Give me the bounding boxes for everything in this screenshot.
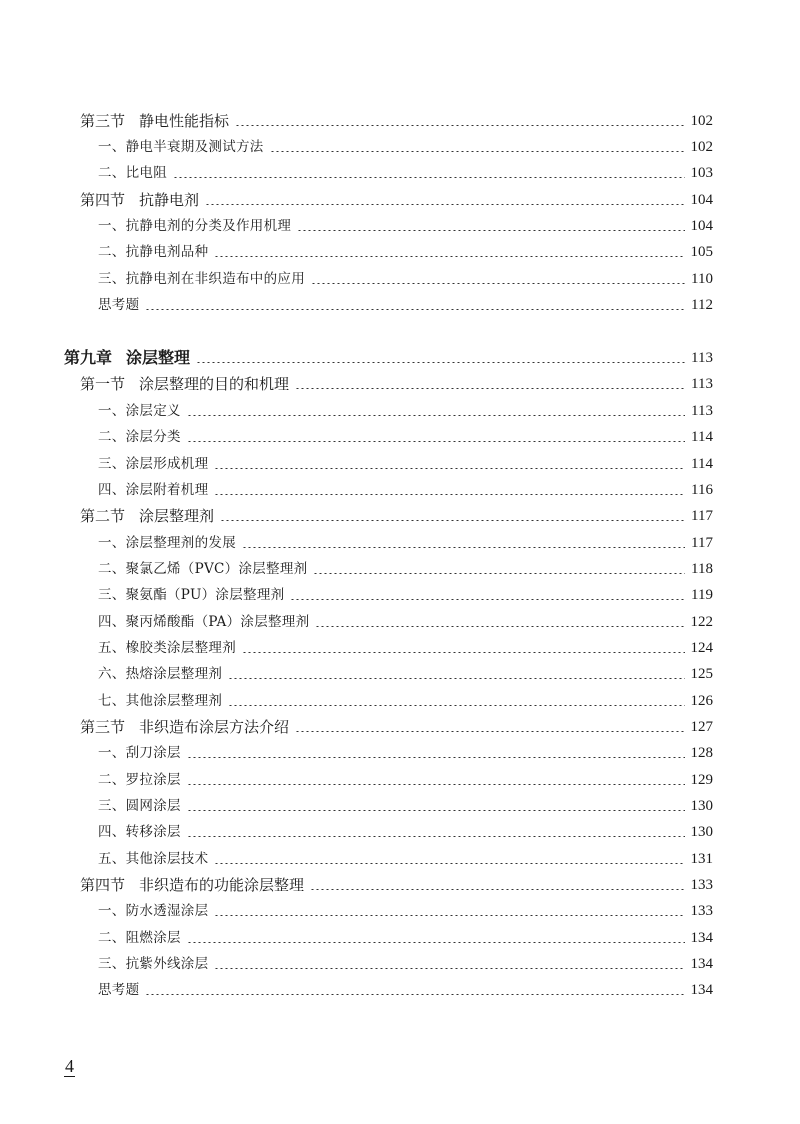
toc-page-number: 130 bbox=[690, 824, 713, 840]
toc-title: 二、聚氯乙烯（PVC）涂层整理剂 bbox=[98, 561, 308, 577]
dot-leader bbox=[187, 784, 685, 785]
dot-leader bbox=[290, 599, 685, 600]
dot-leader bbox=[214, 863, 684, 864]
toc-section[interactable] bbox=[0, 367, 713, 393]
toc-item[interactable] bbox=[0, 156, 713, 182]
toc-item[interactable] bbox=[0, 526, 713, 552]
dot-leader bbox=[270, 151, 685, 152]
dot-leader bbox=[295, 388, 685, 389]
toc-item[interactable] bbox=[0, 473, 713, 499]
toc-title: 一、抗静电剂的分类及作用机理 bbox=[98, 218, 292, 234]
toc-page-number: 134 bbox=[690, 956, 713, 972]
toc-section[interactable] bbox=[0, 499, 713, 525]
dot-leader bbox=[235, 125, 684, 126]
toc-page-number: 133 bbox=[690, 903, 713, 919]
toc-section[interactable] bbox=[0, 868, 713, 894]
toc-item[interactable] bbox=[0, 684, 713, 710]
toc-page-number: 131 bbox=[690, 851, 713, 867]
dot-leader bbox=[205, 204, 684, 205]
toc-item[interactable] bbox=[0, 894, 713, 920]
toc-title: 涂层整理的目的和机理 bbox=[139, 375, 290, 393]
dot-leader bbox=[297, 230, 684, 231]
dot-leader bbox=[311, 283, 685, 284]
toc-title: 二、阻燃涂层 bbox=[98, 930, 181, 946]
toc-page-number: 127 bbox=[690, 719, 713, 735]
toc-title: 三、聚氨酯（PU）涂层整理剂 bbox=[98, 587, 285, 603]
toc-page-number: 116 bbox=[691, 482, 713, 498]
toc-page-number: 102 bbox=[690, 113, 713, 129]
toc-title: 思考题 bbox=[98, 982, 140, 998]
toc-title: 一、静电半衰期及测试方法 bbox=[98, 139, 264, 155]
toc-title: 涂层整理剂 bbox=[139, 507, 215, 525]
dot-leader bbox=[173, 177, 685, 178]
dot-leader bbox=[242, 547, 685, 548]
toc-title: 七、其他涂层整理剂 bbox=[98, 693, 223, 709]
toc-section[interactable] bbox=[0, 104, 713, 130]
toc-page-number: 114 bbox=[691, 456, 713, 472]
toc-page-number: 122 bbox=[690, 614, 713, 630]
toc-number: 第二节 bbox=[80, 507, 126, 525]
toc-page-number: 117 bbox=[691, 508, 713, 524]
dot-leader bbox=[187, 810, 685, 811]
toc-title: 思考题 bbox=[98, 297, 140, 313]
toc-page-number: 113 bbox=[691, 350, 713, 366]
dot-leader bbox=[228, 705, 684, 706]
toc-section[interactable] bbox=[0, 710, 713, 736]
toc-title: 二、抗静电剂品种 bbox=[98, 244, 209, 260]
toc-number: 第九章 bbox=[64, 348, 113, 367]
dot-leader bbox=[187, 757, 685, 758]
toc-page-number: 105 bbox=[690, 244, 713, 260]
dot-leader bbox=[187, 836, 685, 837]
toc-page-number: 117 bbox=[691, 535, 713, 551]
toc-page-number: 103 bbox=[690, 165, 713, 181]
toc-item[interactable] bbox=[0, 130, 713, 156]
toc-title: 静电性能指标 bbox=[139, 112, 230, 130]
toc-page-number: 104 bbox=[690, 218, 713, 234]
toc-item[interactable] bbox=[0, 657, 713, 683]
dot-leader bbox=[214, 468, 685, 469]
toc-title: 四、转移涂层 bbox=[98, 824, 181, 840]
toc-item[interactable] bbox=[0, 921, 713, 947]
toc-item[interactable] bbox=[0, 631, 713, 657]
dot-leader bbox=[187, 441, 685, 442]
dot-leader bbox=[214, 968, 684, 969]
toc-page-number: 130 bbox=[690, 798, 713, 814]
dot-leader bbox=[214, 915, 684, 916]
dot-leader bbox=[187, 942, 685, 943]
dot-leader bbox=[196, 362, 685, 363]
toc-page-number: 124 bbox=[690, 640, 713, 656]
toc-title: 非织造布涂层方法介绍 bbox=[139, 718, 290, 736]
toc-page-number: 113 bbox=[691, 403, 713, 419]
toc-title: 五、其他涂层技术 bbox=[98, 851, 209, 867]
toc-item[interactable] bbox=[0, 763, 713, 789]
toc-title: 三、抗静电剂在非织造布中的应用 bbox=[98, 271, 305, 287]
dot-leader bbox=[145, 994, 684, 995]
toc-page-number: 134 bbox=[690, 930, 713, 946]
dot-leader bbox=[214, 494, 685, 495]
toc-item[interactable] bbox=[0, 789, 713, 815]
toc-number: 第四节 bbox=[80, 191, 126, 209]
toc-title: 一、涂层定义 bbox=[98, 403, 181, 419]
dot-leader bbox=[214, 256, 684, 257]
toc-chapter[interactable] bbox=[0, 341, 713, 367]
toc-item[interactable] bbox=[0, 973, 713, 999]
toc-page-number: 112 bbox=[691, 297, 713, 313]
toc-page-number: 125 bbox=[690, 666, 713, 682]
toc-page-number: 119 bbox=[691, 587, 713, 603]
toc-title: 二、罗拉涂层 bbox=[98, 772, 181, 788]
toc-title: 抗静电剂 bbox=[139, 191, 200, 209]
toc-number: 第三节 bbox=[80, 718, 126, 736]
toc-title: 一、刮刀涂层 bbox=[98, 745, 181, 761]
toc-number: 第三节 bbox=[80, 112, 126, 130]
toc-title: 四、聚丙烯酸酯（PA）涂层整理剂 bbox=[98, 614, 310, 630]
dot-leader bbox=[145, 309, 685, 310]
toc-item[interactable] bbox=[0, 815, 713, 841]
dot-leader bbox=[313, 573, 685, 574]
toc-title: 三、涂层形成机理 bbox=[98, 456, 209, 472]
toc-item[interactable] bbox=[0, 447, 713, 473]
dot-leader bbox=[228, 678, 684, 679]
toc-item[interactable] bbox=[0, 288, 713, 314]
toc-title: 二、比电阻 bbox=[98, 165, 167, 181]
toc-item[interactable] bbox=[0, 394, 713, 420]
dot-leader bbox=[187, 415, 685, 416]
toc-item[interactable] bbox=[0, 605, 713, 631]
toc-item[interactable] bbox=[0, 842, 713, 868]
toc-page-number: 126 bbox=[690, 693, 713, 709]
toc-page-number: 114 bbox=[691, 429, 713, 445]
toc-title: 非织造布的功能涂层整理 bbox=[139, 876, 305, 894]
page-number: 4 bbox=[65, 1056, 74, 1076]
toc-page-number: 133 bbox=[690, 877, 713, 893]
toc-title: 四、涂层附着机理 bbox=[98, 482, 209, 498]
dot-leader bbox=[220, 520, 685, 521]
toc-title: 三、圆网涂层 bbox=[98, 798, 181, 814]
toc-title: 一、涂层整理剂的发展 bbox=[98, 535, 236, 551]
toc-page-number: 113 bbox=[691, 376, 713, 392]
dot-leader bbox=[242, 652, 685, 653]
toc-title: 三、抗紫外线涂层 bbox=[98, 956, 209, 972]
toc-title: 六、热熔涂层整理剂 bbox=[98, 666, 223, 682]
toc-number: 第四节 bbox=[80, 876, 126, 894]
dot-leader bbox=[310, 889, 684, 890]
toc-item[interactable] bbox=[0, 262, 713, 288]
toc-title: 一、防水透湿涂层 bbox=[98, 903, 209, 919]
toc-item[interactable] bbox=[0, 578, 713, 604]
toc-item[interactable] bbox=[0, 947, 713, 973]
toc-item[interactable] bbox=[0, 736, 713, 762]
toc-item[interactable] bbox=[0, 420, 713, 446]
toc-page-number: 128 bbox=[690, 745, 713, 761]
toc-item[interactable] bbox=[0, 209, 713, 235]
toc-item[interactable] bbox=[0, 235, 713, 261]
toc-page-number: 110 bbox=[691, 271, 713, 287]
dot-leader bbox=[295, 731, 684, 732]
dot-leader bbox=[315, 626, 684, 627]
toc-page-number: 118 bbox=[691, 561, 713, 577]
toc-page-number: 134 bbox=[690, 982, 713, 998]
toc-title: 涂层整理 bbox=[126, 348, 191, 367]
toc-page-number: 104 bbox=[690, 192, 713, 208]
toc-item[interactable] bbox=[0, 552, 713, 578]
toc-section[interactable] bbox=[0, 183, 713, 209]
toc-title: 二、涂层分类 bbox=[98, 429, 181, 445]
toc-number: 第一节 bbox=[80, 375, 126, 393]
toc-page-number: 129 bbox=[690, 772, 713, 788]
toc-page-number: 102 bbox=[690, 139, 713, 155]
toc-title: 五、橡胶类涂层整理剂 bbox=[98, 640, 236, 656]
